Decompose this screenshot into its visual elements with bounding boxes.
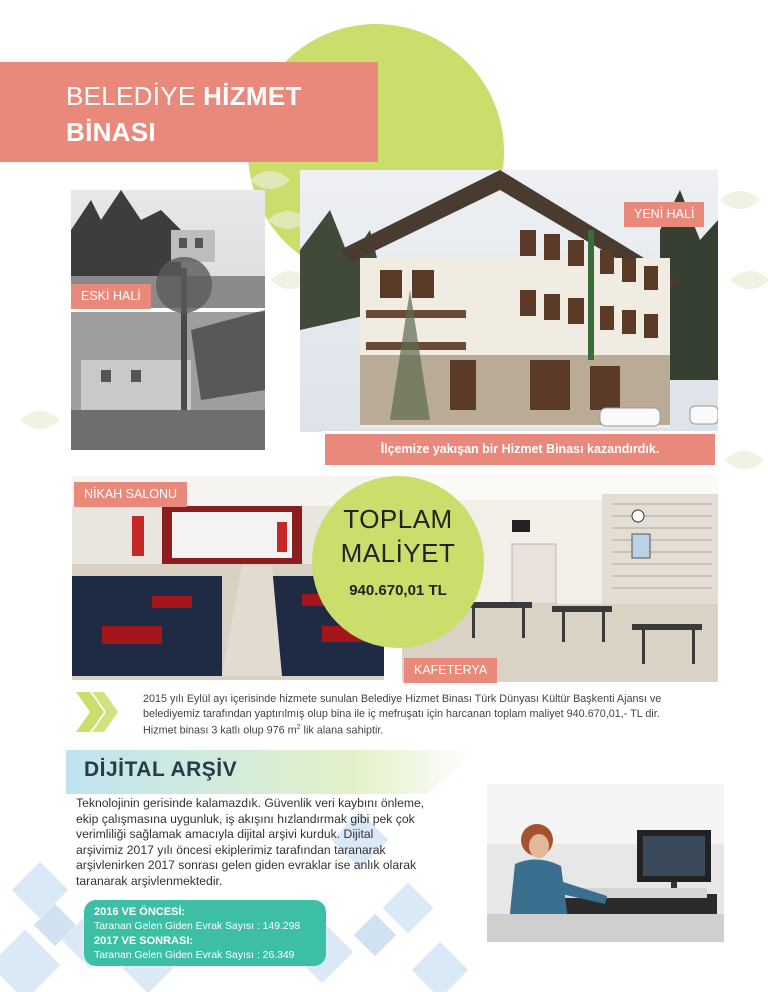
description-line-area — [143, 721, 723, 738]
cafeteria-tag: KAFETERYA — [404, 658, 497, 683]
body-line: arşivimiz 2017 yılı öncesi ekiplerimiz tarafından taranarak — [76, 842, 386, 857]
building-description — [143, 692, 723, 738]
old-building-tag: ESKİ HALİ — [71, 284, 151, 309]
page-title — [66, 78, 302, 150]
total-cost-label-line1: TOPLAM — [343, 504, 453, 534]
total-cost-circle — [312, 476, 484, 648]
description-line: 2015 yılı Eylül ayı içerisinde hizmete sunulan Belediye Hizmet Binası Türk Dünyası Kültür Başkenti Ajansı ve — [143, 693, 662, 705]
stats-after-value: Taranan Gelen Giden Evrak Sayısı : 26.349 — [94, 950, 295, 961]
body-line: taranarak arşivlenmektedir. — [76, 873, 223, 888]
stats-before-value: Taranan Gelen Giden Evrak Sayısı : 149.298 — [94, 921, 301, 932]
new-building-tag: YENİ HALİ — [624, 202, 704, 227]
building-caption: İlçemize yakışan bir Hizmet Binası kazandırdık. — [380, 442, 660, 456]
digital-archive-body — [76, 796, 448, 890]
total-cost-label-line2: MALİYET — [340, 538, 456, 568]
scanner-operator-photo — [487, 784, 724, 942]
total-cost-amount: 940.670,01 TL — [349, 582, 447, 599]
area-text: Hizmet binası 3 katlı olup 976 m — [143, 724, 297, 737]
title-bold-word: HİZMET — [203, 81, 302, 111]
body-line: verimliliği sağlamak amacıyla dijital arşivi kurduk. Dijital — [76, 827, 374, 842]
area-superscript: 2 — [296, 724, 301, 731]
area-text-end: lik alana sahiptir. — [303, 724, 384, 737]
body-line: Teknolojinin gerisinde kalamazdık. Güvenlik veri kaybını önleme, — [76, 796, 425, 810]
body-line: ekip çalışmasına uygunluk, iş akışını hızlandırmak gibi pek çok — [76, 811, 415, 826]
archive-stats-box — [84, 900, 326, 966]
wedding-hall-tag: NİKAH SALONU — [74, 482, 187, 507]
description-line: belediyemiz tarafından yaptırılmış olup bina ile iç mefruşatı için harcanan toplam maliyet 940.670,01,- TL dir. — [143, 707, 660, 720]
title-light-word: BELEDİYE — [66, 81, 196, 111]
double-chevron-icon — [74, 690, 120, 734]
title-second-line: BİNASI — [66, 117, 156, 147]
digital-archive-title: DİJİTAL ARŞİV — [84, 758, 238, 781]
old-building-photo — [71, 190, 265, 450]
body-line: arşivlenirken 2017 sonrası gelen giden evraklar ise anlık olarak — [76, 858, 417, 873]
stats-after-heading: 2017 VE SONRASI: — [94, 935, 194, 947]
stats-before-heading: 2016 VE ÖNCESİ: — [94, 906, 186, 918]
building-caption-bar — [322, 431, 718, 468]
